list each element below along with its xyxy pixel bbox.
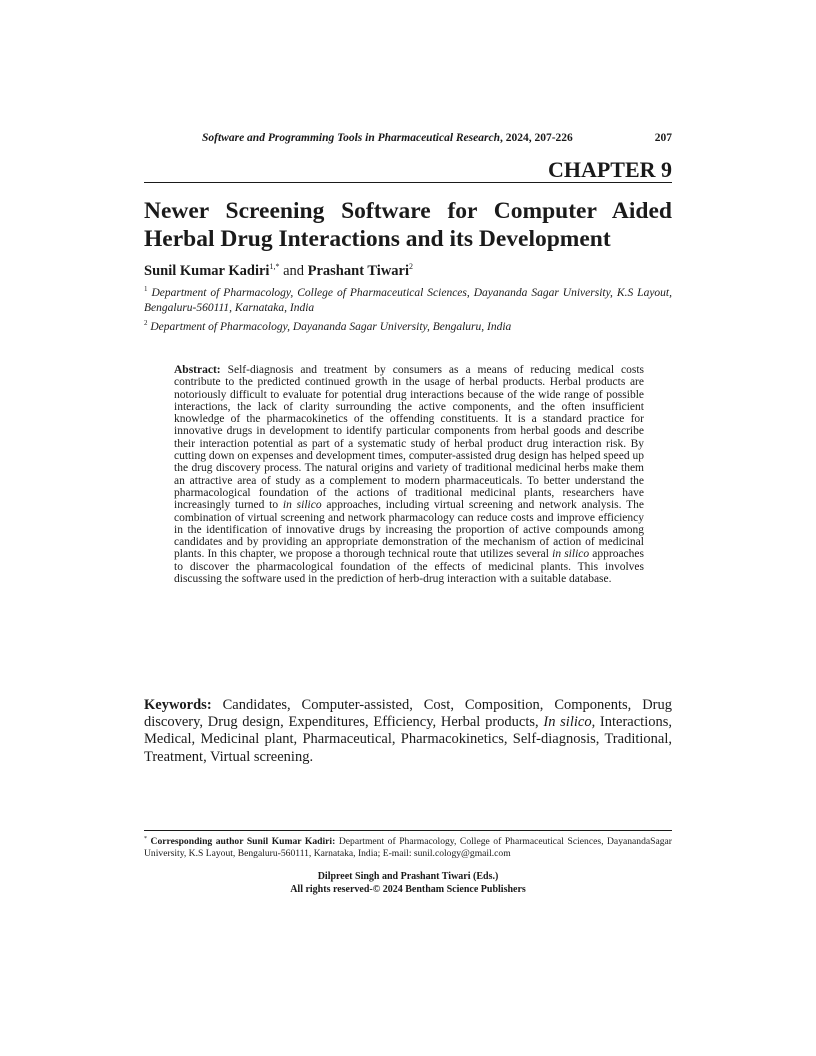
affiliation-2 — [144, 320, 672, 335]
chapter-divider — [144, 182, 672, 183]
year-pages: , 2024, 207-226 — [499, 132, 573, 144]
footnote-text: Department of Pharmacology, College of Pharmaceutical Sciences, DayanandaSagar University, K.S Layout, Bengaluru-560111, Karnataka, India; E-mail: sunil.cology@gmail.com — [144, 836, 672, 859]
affiliation-1-mark: 1 — [144, 285, 148, 293]
keywords-italic: In silico — [543, 714, 592, 731]
page-number: 207 — [654, 132, 672, 144]
author-1-name: Sunil Kumar Kadiri — [144, 263, 270, 279]
abstract-label: Abstract: — [174, 364, 221, 376]
chapter-title: Newer Screening Software for Computer Aided Herbal Drug Interactions and its Development — [144, 198, 672, 252]
keywords-text-2: , Interactions, Medical, Medicinal plant, Pharmaceutical, Pharmacokinetics, Self-diagnosis, Traditional, Treatment, Virtual screening. — [144, 714, 672, 765]
book-title: Software and Programming Tools in Pharmaceutical Research — [202, 132, 500, 144]
author-connector: and — [279, 263, 308, 279]
affiliation-1-text: Department of Pharmacology, College of Pharmaceutical Sciences, Dayananda Sagar University, K.S Layout, Bengaluru-560111, Karnataka, India — [144, 287, 672, 314]
copyright-line: All rights reserved-© 2024 Bentham Science Publishers — [290, 884, 526, 895]
affiliation-1 — [144, 286, 672, 316]
footnote-mark: * — [144, 836, 147, 842]
footnote — [144, 836, 672, 860]
abstract-text-2: approaches, including virtual screening and network analysis. The combination of virtual screening and network pharmacology can reduce costs and improve efficiency in the identification of innovative drugs by increasing the proportion of active compounds among candidates and by providing an appropriate demonstration of the mechanism of action of medicinal plants. In this chapter, we propose a thorough technical route that utilizes several — [174, 499, 644, 561]
footnote-divider — [144, 830, 672, 831]
author-2-name: Prashant Tiwari — [307, 263, 410, 279]
footnote-label: Corresponding author Sunil Kumar Kadiri: — [147, 836, 336, 847]
abstract-italic-2: in silico — [552, 548, 590, 561]
running-head — [202, 132, 672, 144]
abstract-text-3: approaches to discover the pharmacological foundation of the effects of medicinal plants. This involves discussing the software used in the prediction of herb-drug interaction with a suitable database. — [174, 548, 644, 586]
keywords — [144, 697, 672, 766]
abstract-italic-1: in silico — [282, 499, 322, 512]
chapter-label: CHAPTER 9 — [547, 157, 672, 182]
affiliation-2-mark: 2 — [144, 319, 148, 327]
affiliation-2-text: Department of Pharmacology, Dayananda Sagar University, Bengaluru, India — [147, 321, 512, 333]
author-line — [144, 262, 672, 280]
keywords-label: Keywords: — [144, 697, 212, 713]
abstract — [174, 364, 644, 585]
keywords-text-1: Candidates, Computer-assisted, Cost, Composition, Components, Drug discovery, Drug design, Expenditures, Efficiency, Herbal products, — [144, 697, 672, 731]
author-1-marks: 1,* — [269, 262, 280, 271]
editors-line: Dilpreet Singh and Prashant Tiwari (Eds.) — [317, 871, 499, 882]
author-2-marks: 2 — [409, 262, 414, 271]
abstract-text-1: Self-diagnosis and treatment by consumers as a means of reducing medical costs contribute to the predicted continued growth in the usage of herbal products. Herbal products are notoriously difficult to evaluate for potential drug interactions because of the wide range of possible interactions, the lack of clarity surrounding the active components, and the often insufficient knowledge of the pharmacokinetics of the offending constituents. It is a standard practice for innovative drugs in development to identify particular components from herbal goods and describe their interaction potential as part of a systematic study of herbal product drug interaction risk. By cutting down on expenses and development times, computer-assisted drug design has helped speed up the drug discovery process. The natural origins and variety of traditional medicinal herbs make them an attractive area of study as a complement to modern pharmaceuticals. To better understand the pharmacological foundation of the actions of traditional medicinal plants, researchers have increasingly turned to — [174, 364, 644, 512]
